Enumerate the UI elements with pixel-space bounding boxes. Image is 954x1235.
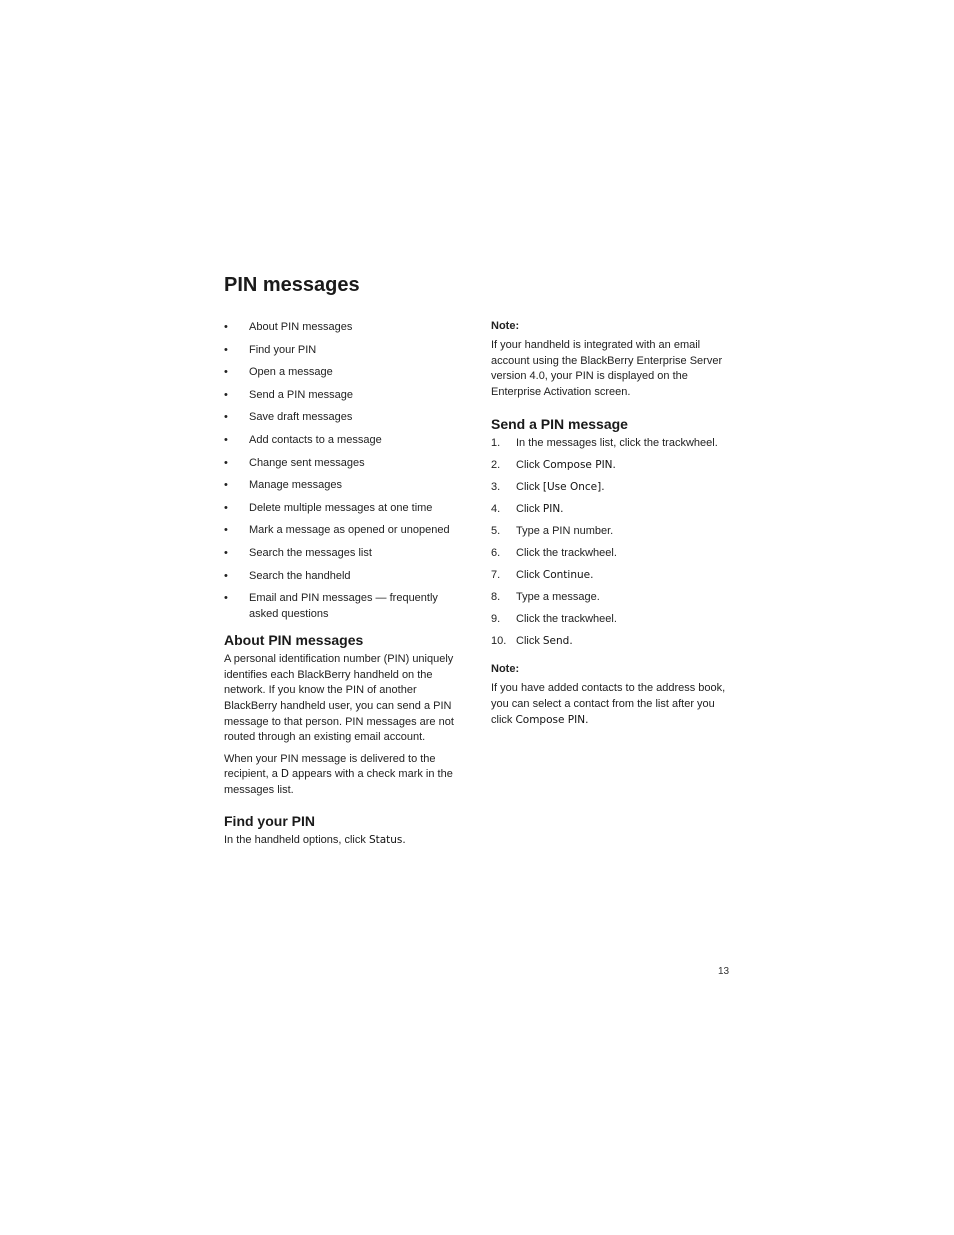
step-number: 7. (491, 569, 501, 582)
step-text: Click the trackwheel. (516, 547, 617, 560)
send-pin-section (491, 415, 726, 649)
topic-list-item (224, 545, 464, 561)
step-menu-label: Continue. (542, 569, 594, 582)
note-2-label: Note: (491, 663, 520, 676)
about-paragraph-2-text-b: appears with a check mark in the messages list. (224, 768, 453, 796)
bullet-icon: • (224, 569, 228, 582)
topic-list-item (224, 387, 464, 403)
step-text: Click (516, 503, 543, 516)
bullet-icon: • (224, 592, 228, 605)
bullet-icon: • (224, 433, 228, 446)
step-number: 3. (491, 481, 501, 494)
topic-list-item (224, 568, 464, 584)
note-1-label: Note: (491, 320, 520, 332)
topic-list-item-label: Search the messages list (249, 546, 372, 559)
bullet-icon: • (224, 388, 228, 401)
topic-list-item (224, 590, 464, 622)
topic-list-item-label: Send a PIN message (249, 388, 353, 401)
about-paragraph-2-text-a: When your PIN message is delivered to the recipient, a (224, 752, 436, 781)
step-number: 8. (491, 591, 501, 604)
topic-list-item (224, 432, 464, 448)
topic-list-item-label: Mark a message as opened or unopened (249, 524, 450, 537)
step-menu-label: Send. (542, 635, 573, 648)
right-column (491, 319, 726, 728)
status-menu-label: Status. (368, 834, 406, 847)
bullet-icon: • (224, 321, 228, 333)
topic-list-item-label: Email and PIN messages — frequently asked questions (249, 592, 438, 621)
topic-list-item-label: Manage messages (249, 479, 342, 492)
topic-list-item-label: Open a message (249, 366, 333, 379)
left-column (224, 319, 464, 849)
step-text: Click the trackwheel. (516, 613, 617, 626)
bullet-icon: • (224, 479, 228, 492)
step-item (491, 611, 726, 627)
find-pin-section (224, 812, 464, 849)
step-text: Type a message. (516, 591, 600, 604)
about-paragraph-2 (224, 752, 464, 799)
step-item (491, 479, 726, 495)
step-number: 10. (491, 635, 507, 648)
note-1 (491, 319, 726, 400)
bullet-icon: • (224, 366, 228, 379)
find-pin-text-a: In the handheld options, click (224, 834, 369, 847)
step-item (491, 435, 726, 451)
page-title: PIN messages (224, 274, 360, 296)
step-text: Click (516, 569, 543, 582)
step-item (491, 589, 726, 605)
step-text: Click (516, 635, 543, 648)
topic-list-item (224, 455, 464, 471)
bullet-icon: • (224, 456, 228, 469)
note-2-text (491, 681, 726, 728)
about-heading: About PIN messages (224, 632, 364, 649)
step-text: Click (516, 459, 543, 472)
topic-list-item-label: About PIN messages (249, 321, 353, 333)
topic-list-item-label: Save draft messages (249, 411, 353, 424)
step-text: Click (516, 481, 543, 494)
topic-list-item (224, 522, 464, 538)
topic-list-item (224, 500, 464, 516)
about-section (224, 631, 464, 798)
step-menu-label: PIN. (542, 503, 564, 516)
bullet-icon: • (224, 343, 228, 356)
step-item (491, 501, 726, 517)
send-pin-heading: Send a PIN message (491, 416, 628, 433)
step-number: 5. (491, 525, 501, 538)
find-pin-heading: Find your PIN (224, 813, 315, 830)
topic-list-item-label: Find your PIN (249, 343, 317, 356)
step-number: 9. (491, 613, 501, 626)
step-item (491, 523, 726, 539)
about-paragraph-1: A personal identification number (PIN) uniquely identifies each BlackBerry handheld on the network. If you know the PIN of another BlackBerry handheld user, you can send a PIN message to that person. PIN messages are not routed through an existing email account. (224, 653, 454, 744)
note-2-text-a: If you have added contacts to the address book, you can select a contact from the list after you click (491, 682, 726, 726)
step-number: 4. (491, 503, 501, 516)
bullet-icon: • (224, 501, 228, 514)
topic-list-item (224, 342, 464, 358)
step-number: 2. (491, 459, 501, 472)
step-number: 6. (491, 547, 501, 560)
bullet-icon: • (224, 524, 228, 537)
topic-list-item-label: Delete multiple messages at one time (249, 501, 433, 514)
topic-list-item (224, 364, 464, 380)
find-pin-text (224, 833, 464, 849)
step-menu-label: Compose PIN. (542, 459, 616, 472)
topic-list-item (224, 409, 464, 425)
note-2 (491, 662, 726, 728)
note-1-text: If your handheld is integrated with an email account using the BlackBerry Enterprise Server version 4.0, your PIN is displayed on the Enterprise Activation screen. (491, 339, 723, 398)
topic-list-item-label: Change sent messages (249, 456, 365, 469)
step-number: 1. (491, 437, 501, 450)
bullet-icon: • (224, 546, 228, 559)
topic-list-item-label: Search the handheld (249, 569, 351, 582)
step-item (491, 457, 726, 473)
topic-list (224, 319, 464, 622)
compose-pin-label: Compose PIN. (515, 713, 589, 726)
step-item (491, 633, 726, 649)
step-menu-label: [Use Once]. (542, 481, 605, 494)
step-item (491, 545, 726, 561)
step-item (491, 567, 726, 583)
bullet-icon: • (224, 411, 228, 424)
topic-list-item (224, 477, 464, 493)
page-number: 13 (718, 966, 730, 977)
step-text: In the messages list, click the trackwheel. (516, 437, 718, 450)
step-text: Type a PIN number. (516, 525, 614, 538)
delivered-status-icon: D (280, 768, 289, 781)
topic-list-item-label: Add contacts to a message (249, 433, 382, 446)
topic-list-item (224, 319, 464, 335)
send-pin-steps (491, 435, 726, 649)
